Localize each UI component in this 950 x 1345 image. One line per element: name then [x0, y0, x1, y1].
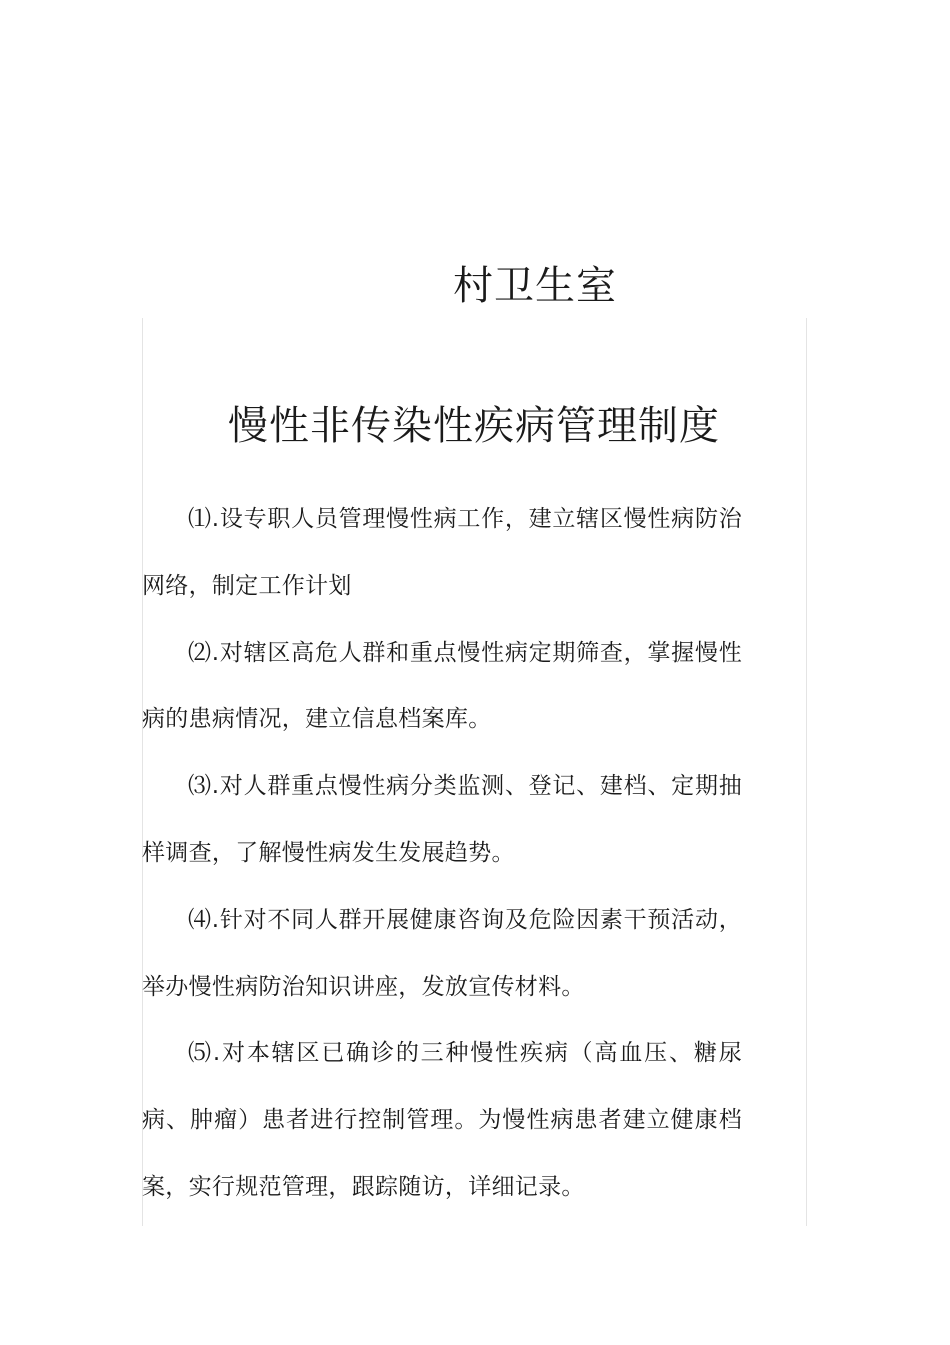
clause-5: ⑸.对本辖区已确诊的三种慢性疾病（高血压、糖尿病、肿瘤）患者进行控制管理。为慢性病患者建立健康档案，实行规范管理，跟踪随访，详细记录。	[142, 1040, 742, 1200]
document-body	[142, 486, 742, 1221]
clause-1: ⑴.设专职人员管理慢性病工作，建立辖区慢性病防治网络，制定工作计划	[142, 506, 742, 599]
right-margin-line	[806, 318, 807, 1226]
document-title: 慢性非传染性疾病管理制度	[228, 403, 720, 449]
clause-4: ⑷.针对不同人群开展健康咨询及危险因素干预活动，举办慢性病防治知识讲座，发放宣传材料。	[142, 906, 742, 1000]
organization-title: 村卫生室	[453, 263, 617, 309]
clause-2: ⑵.对辖区高危人群和重点慢性病定期筛查，掌握慢性病的患病情况，建立信息档案库。	[142, 639, 742, 733]
clause-3: ⑶.对人群重点慢性病分类监测、登记、建档、定期抽样调查，了解慢性病发生发展趋势。	[142, 773, 742, 866]
